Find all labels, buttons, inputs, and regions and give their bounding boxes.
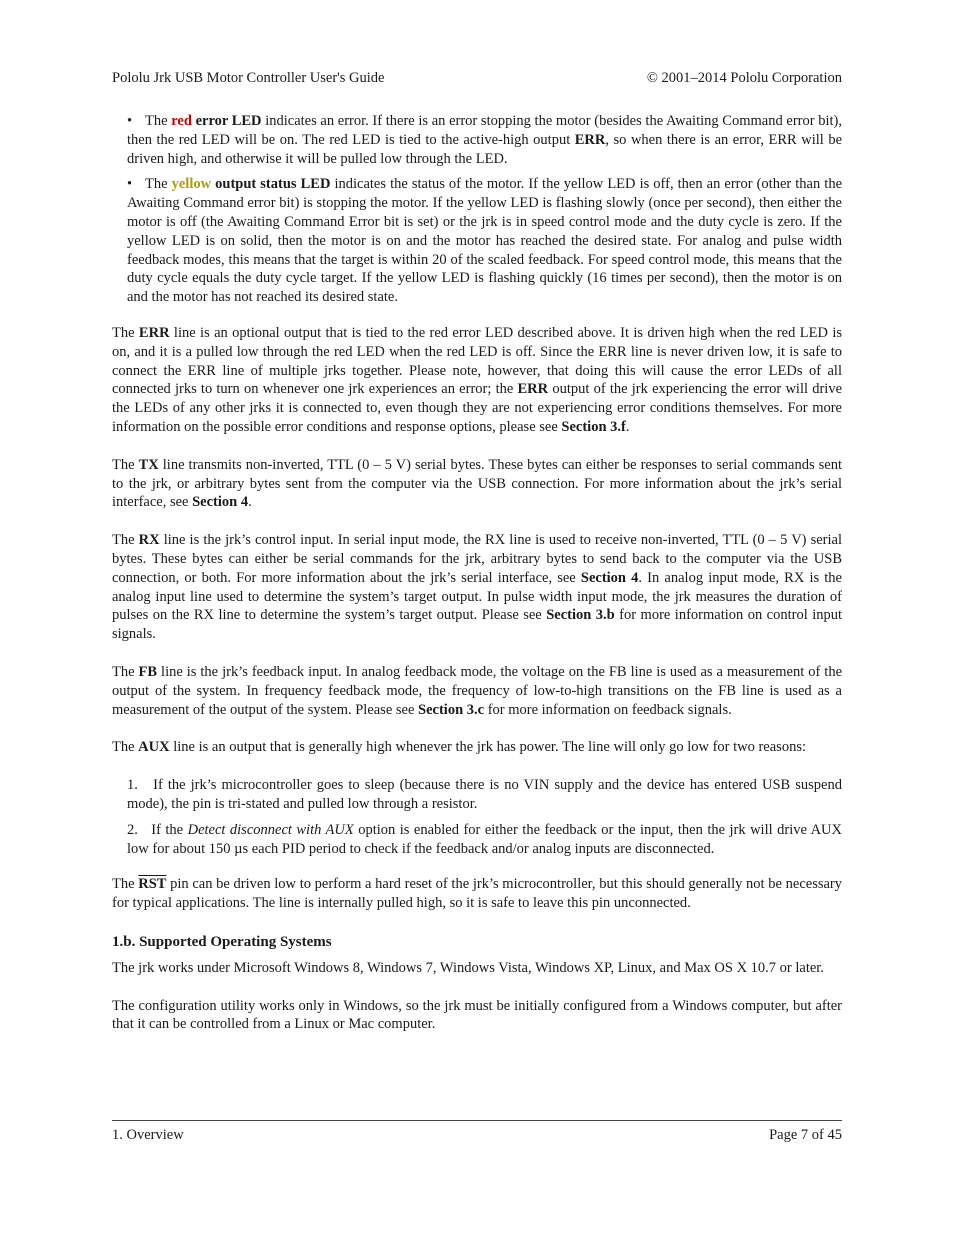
- link-section-3b: Section 3.b: [546, 607, 615, 624]
- link-section-4: Section 4: [192, 494, 249, 511]
- rst-paragraph: The $\overline{RST}$ pin can be driven low to perform a hard reset of the jrk’s microcontroller, but this should generally not be necessary for typical applications. The line is internally pulled high, so it is safe to leave this pin unconnected.: [112, 876, 842, 912]
- link-section-3f: Section 3.f: [561, 418, 626, 435]
- link-section-3c: Section 3.c: [418, 701, 485, 718]
- footer-divider: [112, 1120, 842, 1121]
- red-word: red: [171, 113, 192, 129]
- bullet-yellow-led: • The yellow output status LED indicates the status of the motor. If the yellow LED is off, then an error (other than the Awaiting Command error bit) is stopping the motor. If the yellow LED is flashing slowly (once per second), then either the motor is off (the Awaiting Command Error bit is set) or the jrk is in speed control mode and the duty cycle is zero. If the yellow LED is on solid, then the motor is on and the motor has reached the desired state. For analog and pulse width feedback modes, this means that the target is within 20 of the scaled feedback. For speed control mode, this means that the duty cycle equals the duty cycle target. If the yellow LED is flashing quickly (16 times per second), then the motor is on and the motor has not reached its desired state.: [127, 176, 843, 306]
- config-paragraph: The configuration utility works only in Windows, so the jrk must be initially configured from a Windows computer, but after that it can be controlled from a Linux or Mac computer.: [112, 997, 842, 1033]
- bullet-marker: •: [127, 113, 133, 129]
- header-title: Pololu Jrk USB Motor Controller User's Guide: [112, 70, 385, 86]
- section-heading: 1.b. Supported Operating Systems: [112, 933, 332, 950]
- err-paragraph: The ERR line is an optional output that is tied to the red error LED described above. It is driven high when the red LED is on, and it is a pulled low through the red LED when the red LED is off. Since the ERR line is never driven low, it is safe to connect the ERR line of multiple jrks together. Please note, however, that doing this will cause the error LEDs of all connected jrks to turn on whenever one jrk experiences an error; the ERR output of the jrk experiencing the error will drive the LEDs of any other jrks it is connected to, even though they are not experiencing error conditions themselves. For more information on the possible error conditions and response options, please see Section 3.f.: [112, 324, 842, 435]
- bullet-marker: •: [127, 176, 133, 193]
- tx-paragraph: The TX line transmits non-inverted, TTL (0 – 5 V) serial bytes. These bytes can either be responses to serial commands sent to the jrk, or arbitrary bytes sent from the computer via the USB connection. For more information about the jrk’s serial interface, see Section 4.: [112, 456, 843, 511]
- footer-page-number: Page 7 of 45: [769, 1127, 842, 1143]
- page-content: [112, 112, 842, 1034]
- fb-paragraph: The FB line is the jrk’s feedback input. In analog feedback mode, the voltage on the FB line is used as a measurement of the output of the system. In frequency feedback mode, the frequency of low-to-high transitions on the FB line is used as a measurement of the output of the system. Please see Section 3.c for more information on feedback signals.: [112, 663, 843, 718]
- rx-paragraph: The RX line is the jrk’s control input. In serial input mode, the RX line is used to receive non-inverted, TTL (0 – 5 V) serial bytes. These bytes can either be serial commands for the jrk, arbitrary bytes to send back to the computer via the USB connection, or both. For more information about the jrk’s serial interface, see Section 4. In analog input mode, RX is the analog input line used to determine the system’s target output. In pulse width input mode, the jrk measures the duration of pulses on the RX line to determine the system’s target output. Please see Section 3.b for more information on control input signals.: [112, 532, 843, 643]
- header-copyright: © 2001–2014 Pololu Corporation: [646, 70, 842, 86]
- bullet-red-led: • The red error LED indicates an error. If there is an error stopping the motor (besides the Awaiting Command error bit), then the red LED will be on. The red LED is tied to the active-high output ERR, so when there is an error, ERR will be driven high, and otherwise it will be pulled low through the LED.: [127, 113, 843, 167]
- aux-paragraph: The AUX line is an output that is generally high whenever the jrk has power. The line will only go low for two reasons:: [112, 739, 806, 756]
- os-paragraph: The jrk works under Microsoft Windows 8, Windows 7, Windows Vista, Windows XP, Linux, and Max OS X 10.7 or later.: [112, 959, 824, 976]
- yellow-word: yellow: [171, 176, 212, 193]
- footer-chapter: 1. Overview: [112, 1127, 184, 1143]
- list-item: 2. If the Detect disconnect with AUX option is enabled for either the feedback or the input, then the jrk will drive AUX low for about 150 µs each PID period to check if the feedback and/or analog inputs are disconnected.: [127, 821, 842, 857]
- link-section-4: Section 4: [580, 569, 639, 586]
- list-item: 1. If the jrk’s microcontroller goes to sleep (because there is no VIN supply and the device has entered USB suspend mode), the pin is tri-stated and pulled low through a resistor.: [127, 777, 842, 812]
